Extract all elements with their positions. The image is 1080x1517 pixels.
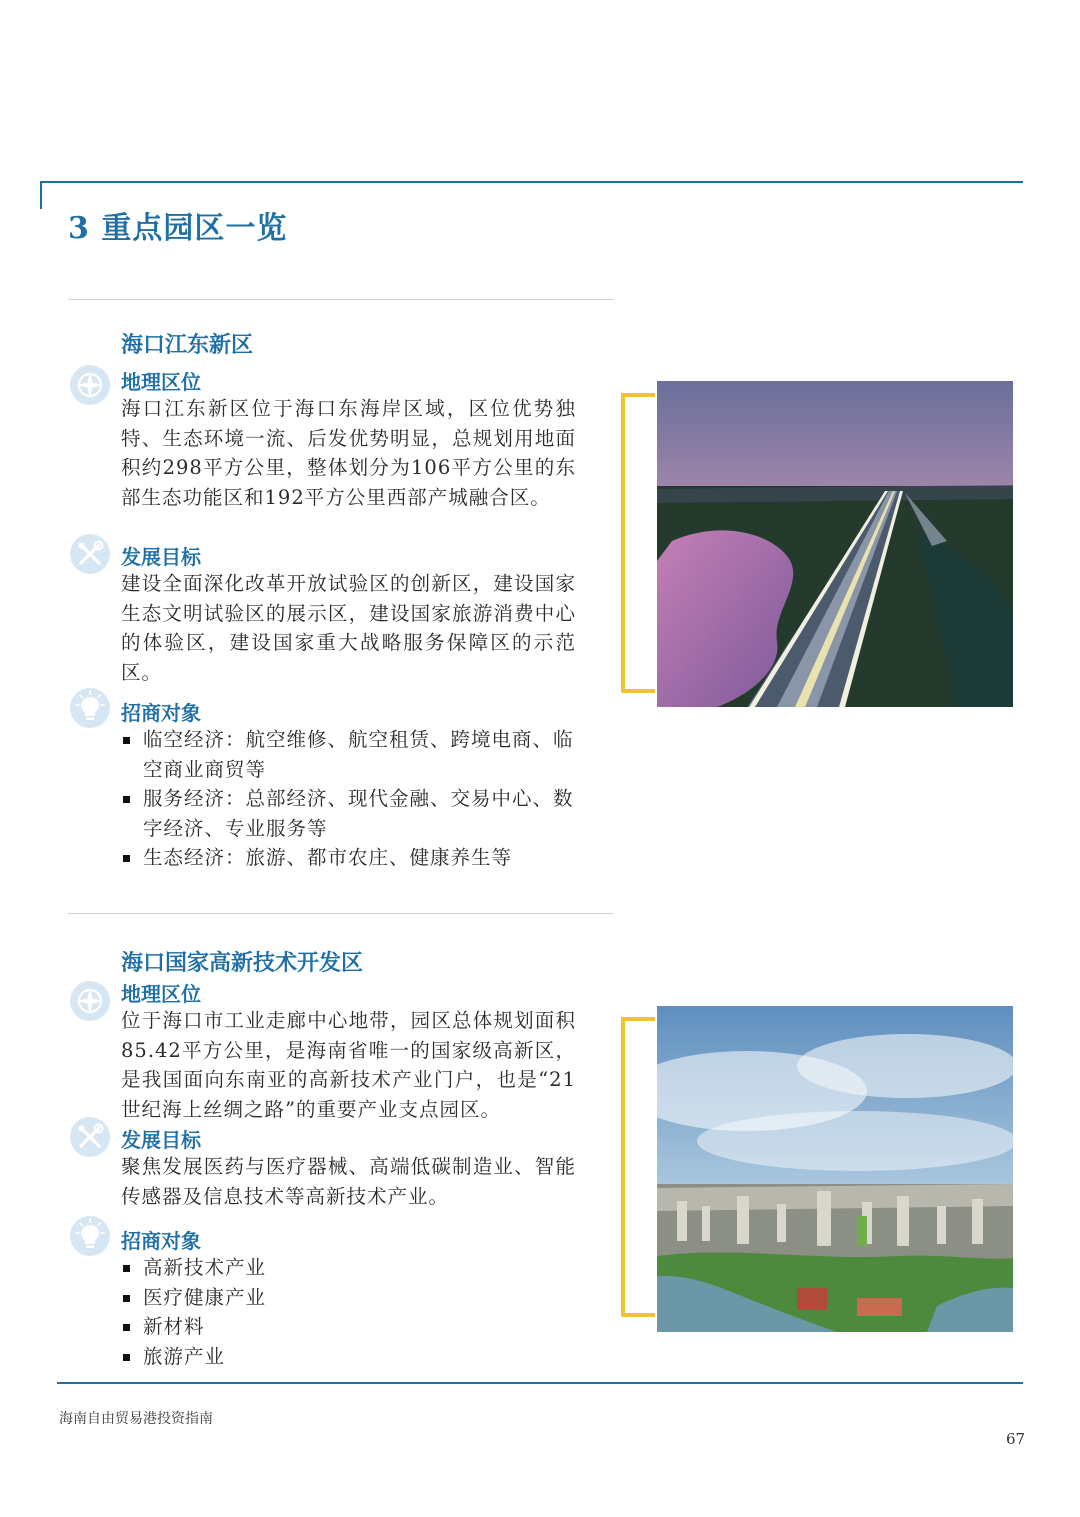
list-item: 新材料 xyxy=(121,1312,581,1342)
park-title: 海口国家高新技术开发区 xyxy=(121,950,364,976)
goal-heading: 发展目标 xyxy=(121,545,201,569)
hitech-zone-city-photo xyxy=(657,1006,1013,1332)
location-text: 位于海口市工业走廊中心地带，园区总体规划面积85.42平方公里，是海南省唯一的国家级高新区，是我国面向东南亚的高新技术产业门户，也是“21世纪海上丝绸之路”的重要产业支点园区。 xyxy=(121,1009,576,1121)
location-heading: 地理区位 xyxy=(121,370,201,394)
tools-icon xyxy=(70,534,110,574)
top-rule-tick xyxy=(40,181,42,209)
bottom-rule xyxy=(57,1382,1023,1384)
investment-list xyxy=(121,1253,581,1371)
park-title: 海口江东新区 xyxy=(121,332,254,358)
list-item: 医疗健康产业 xyxy=(121,1283,581,1313)
lightbulb-icon xyxy=(70,1216,110,1256)
section-title xyxy=(68,203,287,247)
goal-heading: 发展目标 xyxy=(121,1128,201,1152)
park-divider xyxy=(68,913,613,914)
investment-heading: 招商对象 xyxy=(121,701,201,725)
lightbulb-icon xyxy=(70,688,110,728)
park-divider xyxy=(68,299,613,300)
list-item: 生态经济：旅游、都市农庄、健康养生等 xyxy=(121,843,581,873)
investment-list xyxy=(121,725,581,873)
investment-heading: 招商对象 xyxy=(121,1229,201,1253)
top-rule xyxy=(40,181,1023,183)
footer-publication: 海南自由贸易港投资指南 xyxy=(59,1411,213,1427)
list-item: 高新技术产业 xyxy=(121,1253,581,1283)
goal-text: 聚焦发展医药与医疗器械、高端低碳制造业、智能传感器及信息技术等高新技术产业。 xyxy=(121,1155,576,1208)
list-item: 旅游产业 xyxy=(121,1342,581,1372)
section-title-text: 重点园区一览 xyxy=(101,211,288,246)
photo-bracket xyxy=(621,393,655,693)
jiangdong-bridge-photo xyxy=(657,381,1013,707)
list-item: 临空经济：航空维修、航空租赁、跨境电商、临空商业商贸等 xyxy=(121,725,581,784)
section-number: 3 xyxy=(68,211,90,246)
page-number: 67 xyxy=(1006,1430,1026,1448)
tools-icon xyxy=(70,1117,110,1157)
photo-bracket xyxy=(621,1017,655,1317)
list-item: 服务经济：总部经济、现代金融、交易中心、数字经济、专业服务等 xyxy=(121,784,581,843)
location-heading: 地理区位 xyxy=(121,982,201,1006)
location-compass-icon xyxy=(70,981,110,1021)
goal-text: 建设全面深化改革开放试验区的创新区，建设国家生态文明试验区的展示区，建设国家旅游消费中心的体验区，建设国家重大战略服务保障区的示范区。 xyxy=(121,572,576,684)
location-text: 海口江东新区位于海口东海岸区域，区位优势独特、生态环境一流、后发优势明显，总规划用地面积约298平方公里，整体划分为106平方公里的东部生态功能区和192平方公里西部产城融合区。 xyxy=(121,397,576,509)
location-compass-icon xyxy=(70,365,110,405)
